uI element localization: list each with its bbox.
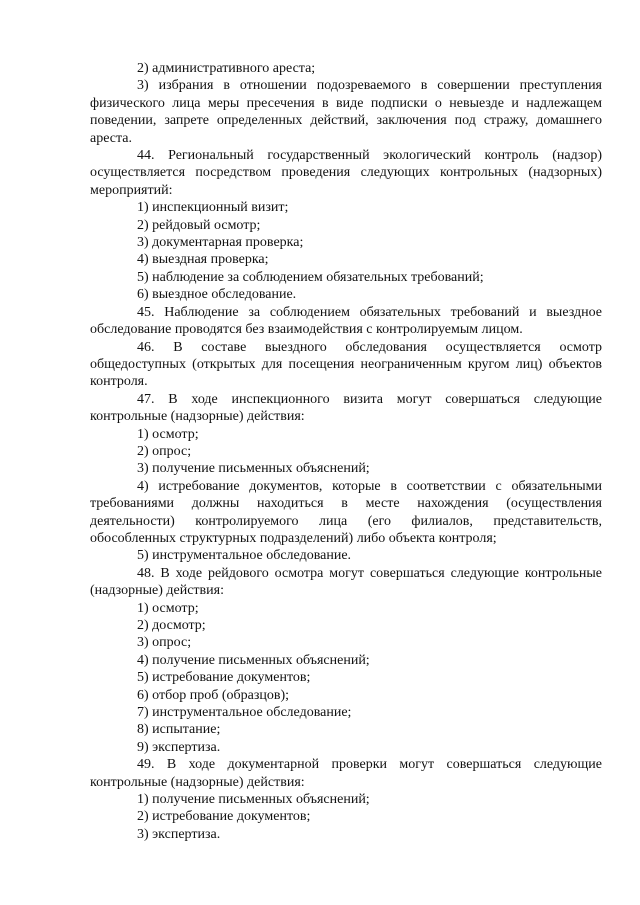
list-item: 1) получение письменных объяснений; <box>137 792 370 808</box>
list-item: 2) досмотр; <box>137 618 206 633</box>
list-item: 2) опрос; <box>137 443 192 459</box>
list-item: 1) осмотр; <box>137 600 199 616</box>
list-item: 3) экспертиза. <box>137 826 221 842</box>
paragraph: 48. В ходе рейдового осмотра могут совершаться следующие контрольные (надзорные) действия: <box>90 565 602 599</box>
list-item: 2) административного ареста; <box>137 61 316 76</box>
list-item: 2) рейдовый осмотр; <box>137 217 261 233</box>
list-item: 4) выездная проверка; <box>137 252 269 268</box>
list-item: 5) истребование документов; <box>137 670 311 686</box>
paragraph: 46. В составе выездного обследования осуществляется осмотр общедоступных (открытых для посещения неограниченным кругом лиц) объектов контроля. <box>90 339 602 390</box>
list-item: 7) инструментальное обследование; <box>137 705 352 721</box>
list-item: 1) инспекционный визит; <box>137 200 289 216</box>
list-item: 9) экспертиза. <box>137 739 221 755</box>
list-item: 1) осмотр; <box>137 426 199 442</box>
list-item: 5) наблюдение за соблюдением обязательных требований; <box>137 269 484 285</box>
list-item: 4) получение письменных объяснений; <box>137 652 370 668</box>
list-item: 3) получение письменных объяснений; <box>137 461 370 477</box>
list-item: 5) инструментальное обследование. <box>137 548 352 564</box>
list-item: 2) истребование документов; <box>137 809 311 825</box>
list-item: 3) опрос; <box>137 635 192 651</box>
list-item: 6) отбор проб (образцов); <box>137 687 290 703</box>
list-item: 3) документарная проверка; <box>137 235 304 251</box>
paragraph: 45. Наблюдение за соблюдением обязательных требований и выездное обследование проводятся без взаимодействия с контролируемым лицом. <box>90 304 602 338</box>
paragraph: 4) истребование документов, которые в соответствии с обязательными требованиями должны находиться в месте нахождения (осуществления деятельности) контролируемого лица (его филиалов, представительств, обособленных структурных подразделений) либо объекта контроля; <box>90 478 602 546</box>
list-item: 8) испытание; <box>137 722 221 738</box>
paragraph: 49. В ходе документарной проверки могут совершаться следующие контрольные (надзорные) действия: <box>90 757 602 790</box>
paragraph: 44. Региональный государственный экологический контроль (надзор) осуществляется посредством проведения следующих контрольных (надзорных) мероприятий: <box>90 148 602 198</box>
paragraph: 47. В ходе инспекционного визита могут совершаться следующие контрольные (надзорные) действия: <box>90 391 602 425</box>
paragraph: 3) избрания в отношении подозреваемого в совершении преступления физического лица меры пресечения в виде подписки о невыезде и надлежащем поведении, запрете определенных действий, заключения под стражу, домашнего ареста. <box>90 78 602 146</box>
list-item: 6) выездное обследование. <box>137 287 297 303</box>
